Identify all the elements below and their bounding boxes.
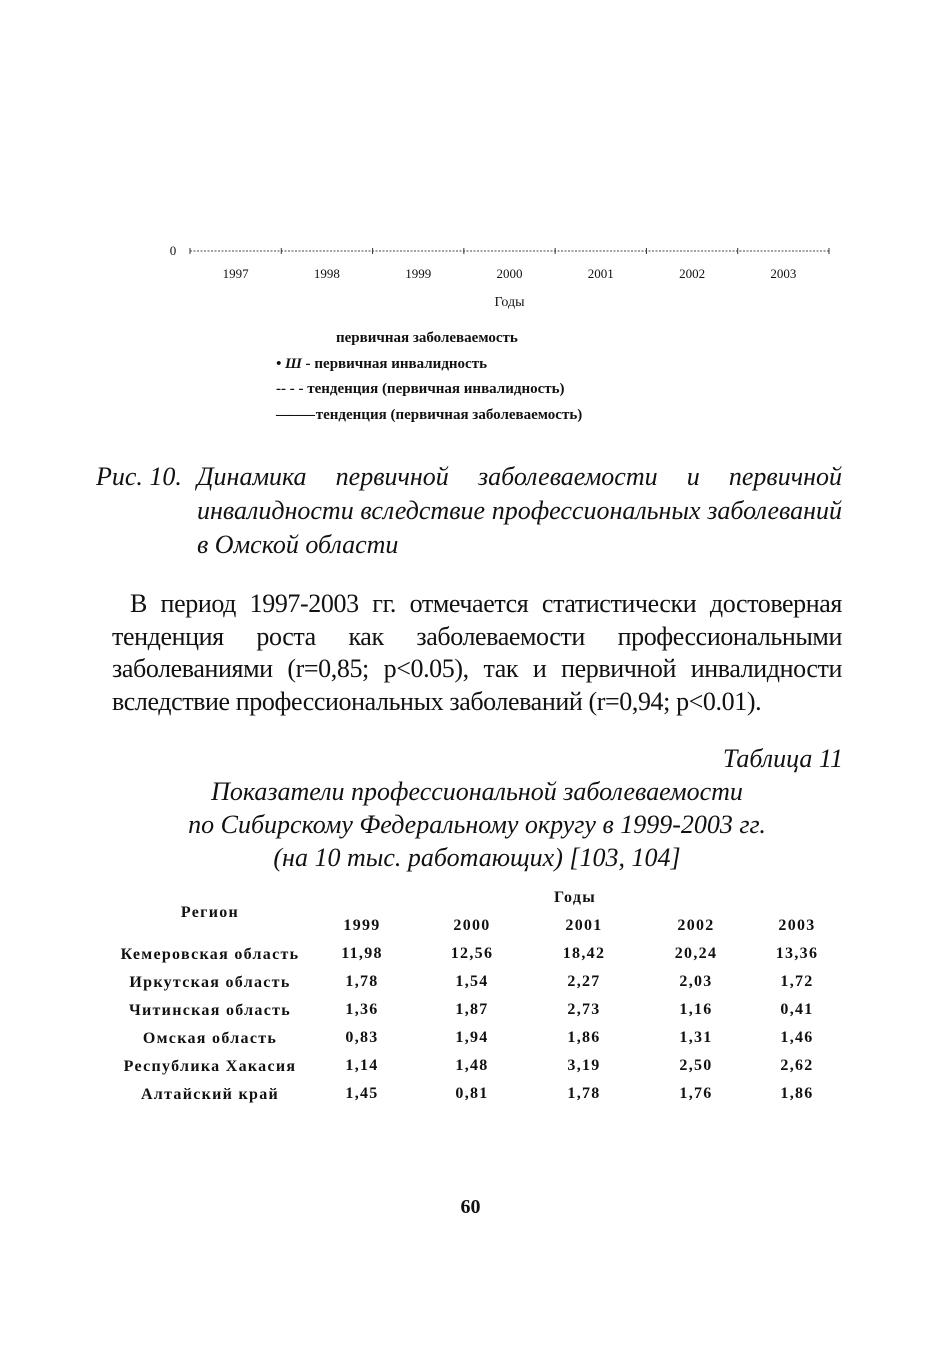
value-cell: 1,86	[567, 1029, 601, 1046]
legend-label: первичная инвалидность	[314, 355, 488, 372]
region-cell: Алтайский край	[140, 1085, 280, 1103]
value-cell: 1,31	[679, 1029, 713, 1046]
year-header: 2001	[565, 917, 603, 934]
figure-caption-text: Динамика первичной заболеваемости и первичной инвалидности вследствие профессиональных заболеваний в Омской области	[197, 462, 842, 559]
year-header: 2002	[677, 917, 715, 934]
value-cell: 0,83	[345, 1029, 379, 1046]
value-cell: 1,72	[780, 973, 814, 990]
year-header: 2003	[778, 917, 816, 934]
region-cell: Кемеровская область	[120, 945, 300, 963]
value-cell: 2,27	[567, 973, 601, 990]
x-tick-label: 2003	[770, 266, 797, 281]
x-tick-label: 2001	[587, 266, 614, 281]
value-cell: 18,42	[562, 945, 606, 962]
value-cell: 1,87	[455, 1001, 489, 1018]
body-paragraph: В период 1997-2003 гг. отмечается статистически достоверная тенденция роста как заболеваемости профессиональными заболеваниями (r=0,85; p<0.05), так и первичной инвалидности вследствие профессиональных заболеваний (r=0,94; p<0.01).	[112, 589, 842, 716]
legend-item	[276, 352, 582, 378]
legend-label: тенденция (первичная инвалидность)	[307, 381, 565, 397]
value-cell: 1,54	[455, 973, 489, 990]
region-cell: Омская область	[142, 1029, 278, 1047]
figure-label: Рис. 10.	[96, 462, 182, 491]
x-tick-label: 1997	[222, 266, 249, 281]
value-cell: 1,14	[345, 1057, 379, 1074]
value-cell: 12,56	[450, 945, 494, 962]
table-row	[112, 1024, 842, 1052]
x-axis-label: Годы	[494, 295, 525, 310]
table-row	[112, 1052, 842, 1080]
value-cell: 0,81	[455, 1085, 489, 1102]
years-header: Годы	[553, 889, 597, 906]
value-cell: 13,36	[775, 945, 819, 962]
value-cell: 2,50	[679, 1057, 713, 1074]
table-number: Таблица 11	[722, 744, 843, 773]
legend-marker: ———	[276, 406, 312, 423]
value-cell: 1,76	[679, 1085, 713, 1102]
year-header: 1999	[343, 917, 381, 934]
x-tick-label: 1998	[313, 266, 340, 281]
table-row	[112, 940, 842, 968]
chart-legend	[276, 326, 582, 428]
value-cell: 2,73	[567, 1001, 601, 1018]
value-cell: 3,19	[567, 1057, 601, 1074]
value-cell: 0,41	[780, 1001, 814, 1018]
value-cell: 1,45	[345, 1085, 379, 1102]
table-title-line: (на 10 тыс. работающих) [103, 104]	[273, 843, 681, 872]
chart-axis	[0, 0, 941, 320]
legend-label: тенденция (первичная заболеваемость)	[315, 406, 583, 423]
region-cell: Иркутская область	[129, 973, 291, 991]
value-cell: 2,03	[679, 973, 713, 990]
legend-item	[276, 403, 582, 429]
value-cell: 2,62	[780, 1057, 814, 1074]
x-tick-label: 1999	[405, 266, 432, 281]
table-row	[112, 968, 842, 996]
x-tick-label: 2000	[496, 266, 523, 281]
y-tick-label: 0	[169, 243, 177, 258]
region-cell: Республика Хакасия	[123, 1057, 297, 1075]
legend-item	[276, 326, 582, 352]
figure-caption	[96, 460, 842, 562]
value-cell: 1,46	[780, 1029, 814, 1046]
region-header: Регион	[180, 903, 240, 921]
value-cell: 20,24	[674, 945, 718, 962]
page-number: 60	[460, 1196, 481, 1218]
value-cell: 1,16	[679, 1001, 713, 1018]
value-cell: 11,98	[341, 945, 383, 962]
table-title-line: Показатели профессиональной заболеваемости	[211, 777, 743, 806]
legend-marker: -- - -	[276, 381, 304, 397]
region-cell: Читинская область	[128, 1001, 292, 1019]
legend-label: первичная заболеваемость	[336, 330, 518, 346]
legend-marker: • Ш -	[276, 355, 311, 372]
value-cell: 1,94	[455, 1029, 489, 1046]
value-cell: 1,78	[567, 1085, 601, 1102]
value-cell: 1,48	[455, 1057, 489, 1074]
x-tick-label: 2002	[679, 266, 706, 281]
table-title	[112, 775, 842, 874]
data-table	[112, 884, 842, 1108]
table-row	[112, 996, 842, 1024]
year-header: 2000	[453, 917, 491, 934]
table-row	[112, 1080, 842, 1108]
value-cell: 1,78	[345, 973, 379, 990]
legend-item	[276, 377, 582, 403]
value-cell: 1,36	[345, 1001, 379, 1018]
table-title-line: по Сибирскому Федеральному округу в 1999-2003 гг.	[188, 810, 766, 839]
value-cell: 1,86	[780, 1085, 814, 1102]
